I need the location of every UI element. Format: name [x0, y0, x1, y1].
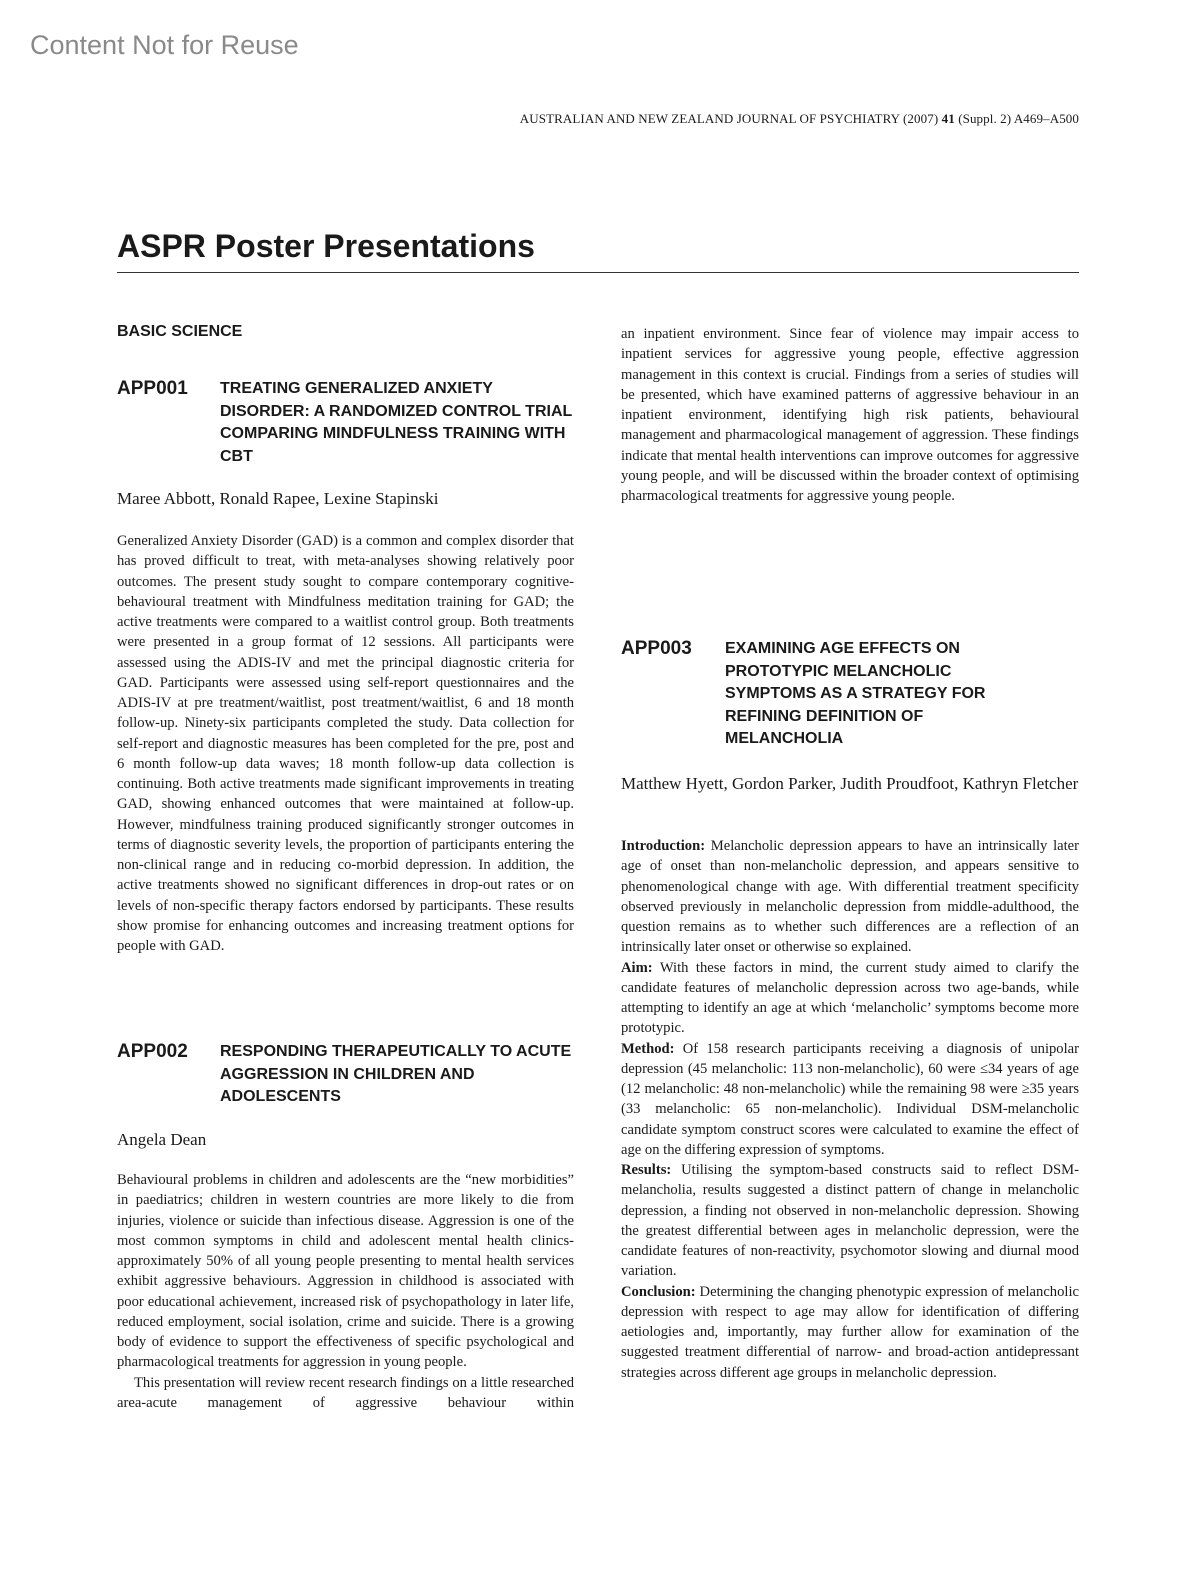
abstract-paragraph: This presentation will review recent research findings on a little researched area-acute management of aggressive behaviour within: [117, 1374, 574, 1411]
abstract-paragraph: Behavioural problems in children and adolescents are the “new morbidities” in paediatrics; children in western countries are more likely to die from injuries, violence or suicide than infectious disease. Aggression is one of the most common symptoms in child and adolescent mental health clinics-approximately 50% of all young people presenting to mental health services exhibit aggressive behaviours. Aggression in childhood is associated with poor educational achievement, increased risk of psychopathology in later life, reduced employment, social isolation, crime and suicide. There is a growing body of evidence to support the effectiveness of specific psychological and pharmacological treatments for aggression in young people.: [117, 1172, 574, 1371]
section-heading: BASIC SCIENCE: [117, 323, 243, 340]
journal-name: AUSTRALIAN AND NEW ZEALAND JOURNAL OF PSYCHIATRY (2007): [519, 111, 939, 126]
abstract-paragraph: an inpatient environment. Since fear of violence may impair access to inpatient services for aggressive young people, effective aggression management in this context is crucial. Findings from a series of studies will be presented, which have examined patterns of aggressive behaviour in an inpatient environment, identifying high risk patients, behavioural management and pharmacological management of aggression. These findings indicate that mental health interventions can improve outcomes for aggressive young people, and will be discussed within the broader context of optimising pharmacological treatments for aggressive young people.: [621, 326, 1079, 504]
abstract-title: EXAMINING AGE EFFECTS ON PROTOTYPIC MELANCHOLIC SYMPTOMS AS A STRATEGY FOR REFINING DEFINITION OF MELANCHOLIA: [725, 640, 986, 747]
abstract-section-conclusion: [621, 1282, 1079, 1383]
journal-header: [520, 111, 1079, 127]
watermark: Content Not for Reuse: [30, 30, 299, 60]
abstract-body-continued: [621, 324, 1079, 506]
abstract-section-introduction: [621, 836, 1079, 958]
abstract-section-method: [621, 1039, 1079, 1161]
abstract-paragraph: Generalized Anxiety Disorder (GAD) is a common and complex disorder that has proved difficult to treat, with meta-analyses showing relatively poor outcomes. The present study sought to compare contemporary cognitive-behavioural treatment with Mindfulness meditation training for GAD; the active treatments were compared to a waitlist control group. Both treatments were presented in a group format of 12 sessions. All participants were assessed using the ADIS-IV and met the principal diagnostic criteria for GAD. Participants were assessed using self-report questionnaires and the ADIS-IV at pre treatment/waitlist, post treatment/waitlist, 6 and 18 month follow-up. Ninety-six participants completed the study. Data collection for self-report and diagnostic measures has been completed for the pre, post and 6 month follow-up data waves; 18 month follow-up data collection is continuing. Both active treatments made significant improvements in treating GAD, showing enhanced outcomes that were maintained at follow-up. However, mindfulness training produced significantly stronger outcomes in terms of diagnostic severity levels, the proportion of participants entering the non-clinical range and in reducing co-morbid depression. In addition, the active treatments showed no significant differences in drop-out rates or on levels of non-specific therapy factors endorsed by participants. These results show promise for enhancing outcomes and increasing treatment options for people with GAD.: [117, 533, 574, 954]
abstract-section-aim: [621, 958, 1079, 1039]
section-text: Of 158 research participants receiving a diagnosis of unipolar depression (45 melancholic: 113 non-melancholic), 60 were ≤34 years of age (12 melancholic: 48 non-melancholic) while the remaining 98 were ≥35 years (33 melancholic: 65 non-melancholic). Individual DSM-melancholic candidate symptom construct scores were calculated to examine the effect of age on the differing expression of symptoms.: [621, 1040, 1079, 1158]
page-title: ASPR Poster Presentations: [117, 228, 535, 264]
journal-volume: 41: [941, 111, 955, 126]
section-text: With these factors in mind, the current study aimed to clarify the candidate features of melancholic depression across two age-bands, while attempting to identify an age at which ‘melancholic’ symptoms become more prototypic.: [621, 959, 1079, 1037]
title-rule: [117, 272, 1079, 273]
journal-pages: (Suppl. 2) A469–A500: [958, 111, 1079, 126]
section-text: Utilising the symptom-based constructs said to reflect DSM-melancholia, results suggested a distinct pattern of change in melancholic depression, a finding not observed in non-melancholic depression. Showing the greatest differential between ages in melancholic depression, were the candidate features of non-reactivity, psychomotor slowing and diurnal mood variation.: [621, 1162, 1079, 1280]
abstract-body: [117, 1170, 574, 1413]
abstract-authors: Angela Dean: [117, 1130, 207, 1149]
abstract-title: RESPONDING THERAPEUTICALLY TO ACUTE AGGRESSION IN CHILDREN AND ADOLESCENTS: [220, 1043, 572, 1105]
abstract-body: [117, 531, 574, 956]
abstract-code: APP002: [117, 1041, 188, 1062]
abstract-authors: Matthew Hyett, Gordon Parker, Judith Proudfoot, Kathryn Fletcher: [621, 774, 1079, 793]
abstract-section-results: [621, 1160, 1079, 1282]
abstract-body: [621, 836, 1079, 1383]
section-text: Melancholic depression appears to have an intrinsically later age of onset than non-melancholic depression, and appears sensitive to phenomenological change with age. With differential treatment specificity observed previously in melancholic depression from middle-adulthood, the question remains as to whether such differences are a reflection of an intrinsically later onset or otherwise so explained.: [621, 838, 1079, 956]
abstract-code: APP003: [621, 638, 692, 659]
section-label: Aim:: [621, 959, 653, 976]
abstract-title: TREATING GENERALIZED ANXIETY DISORDER: A RANDOMIZED CONTROL TRIAL COMPARING MINDFULNESS TRAINING WITH CBT: [220, 380, 572, 465]
abstract-authors: Maree Abbott, Ronald Rapee, Lexine Stapinski: [117, 489, 439, 508]
abstract-code: APP001: [117, 378, 188, 399]
section-label: Results:: [621, 1162, 672, 1178]
section-label: Introduction:: [621, 838, 706, 854]
section-label: Conclusion:: [621, 1283, 696, 1300]
section-label: Method:: [621, 1040, 675, 1057]
section-text: Determining the changing phenotypic expression of melancholic depression with respect to age may allow for identification of differing aetiologies and, importantly, may further allow for examination of the suggested treatment differential of narrow- and broad-action antidepressant strategies across different age groups in melancholic depression.: [621, 1283, 1079, 1381]
